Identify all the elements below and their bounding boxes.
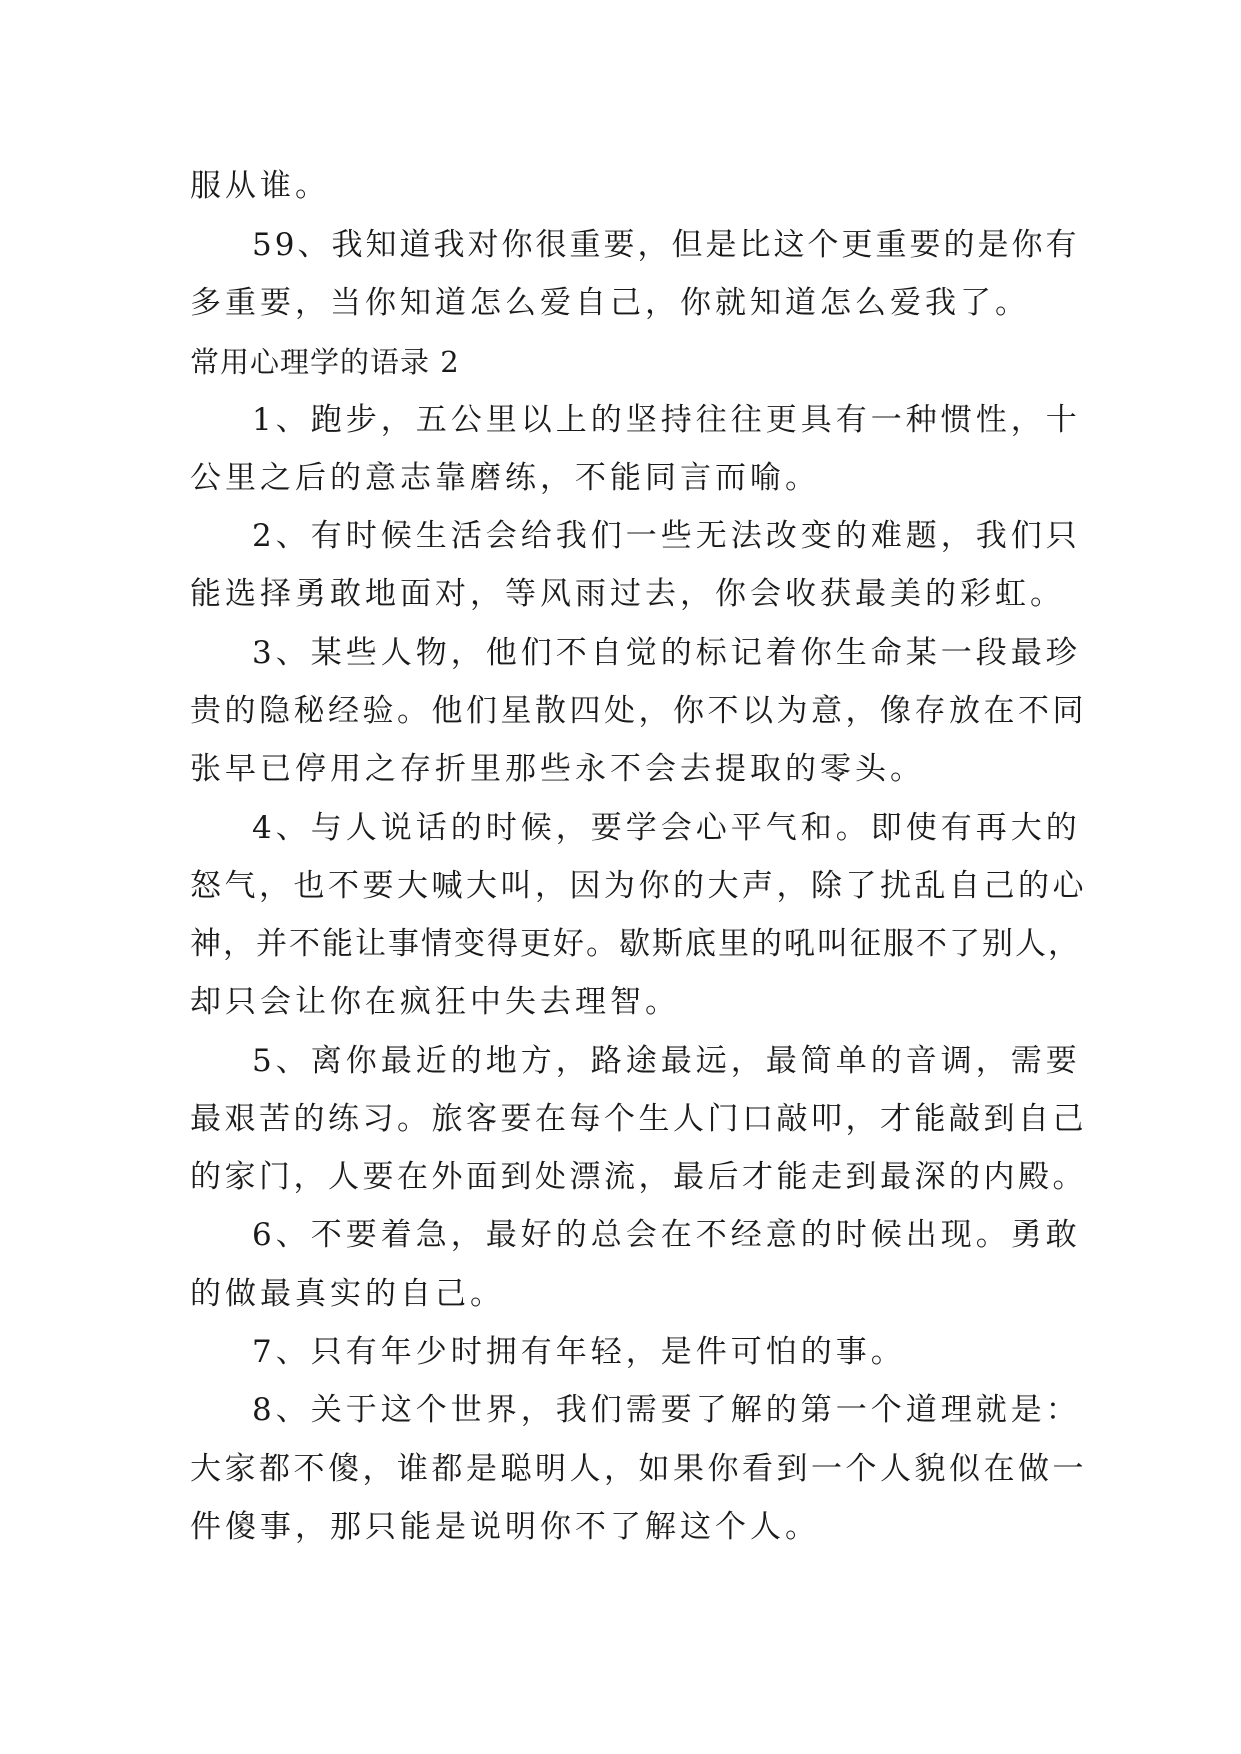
text-line: 7、只有年少时拥有年轻，是件可怕的事。: [252, 1334, 906, 1370]
text-line: 公里之后的意志靠磨练，不能同言而喻。: [190, 460, 820, 496]
text-line: 多重要，当你知道怎么爱自己，你就知道怎么爱我了。: [190, 285, 1030, 321]
text-line: 的做最真实的自己。: [190, 1276, 505, 1312]
section-heading: 常用心理学的语录 2: [190, 345, 460, 379]
text-line: 怒气，也不要大喊大叫，因为你的大声，除了扰乱自己的心: [190, 868, 1087, 904]
text-line: 神，并不能让事情变得更好。歇斯底里的吼叫征服不了别人，: [190, 926, 1081, 962]
text-line: 服从谁。: [190, 168, 330, 204]
text-line: 大家都不傻，谁都是聪明人，如果你看到一个人貌似在做一: [190, 1451, 1087, 1487]
text-line: 1、跑步，五公里以上的坚持往往更具有一种惯性，十: [252, 402, 1081, 438]
text-line: 贵的隐秘经验。他们星散四处，你不以为意，像存放在不同: [190, 693, 1087, 729]
text-line: 却只会让你在疯狂中失去理智。: [190, 984, 680, 1020]
text-line: 3、某些人物，他们不自觉的标记着你生命某一段最珍: [252, 635, 1081, 671]
text-line: 2、有时候生活会给我们一些无法改变的难题，我们只: [252, 518, 1081, 554]
text-line: 能选择勇敢地面对，等风雨过去，你会收获最美的彩虹。: [190, 576, 1065, 612]
text-line: 的家门，人要在外面到处漂流，最后才能走到最深的内殿。: [190, 1159, 1087, 1195]
text-line: 件傻事，那只能是说明你不了解这个人。: [190, 1509, 820, 1545]
text-line: 4、与人说话的时候，要学会心平气和。即使有再大的: [252, 810, 1081, 846]
text-line: 张早已停用之存折里那些永不会去提取的零头。: [190, 751, 925, 787]
text-line: 最艰苦的练习。旅客要在每个生人门口敲叩，才能敲到自己: [190, 1101, 1087, 1137]
text-line: 5、离你最近的地方，路途最远，最简单的音调，需要: [252, 1043, 1081, 1079]
text-line: 8、关于这个世界，我们需要了解的第一个道理就是：: [252, 1392, 1081, 1428]
text-line: 59、我知道我对你很重要，但是比这个更重要的是你有: [252, 227, 1080, 263]
text-line: 6、不要着急，最好的总会在不经意的时候出现。勇敢: [252, 1217, 1081, 1253]
